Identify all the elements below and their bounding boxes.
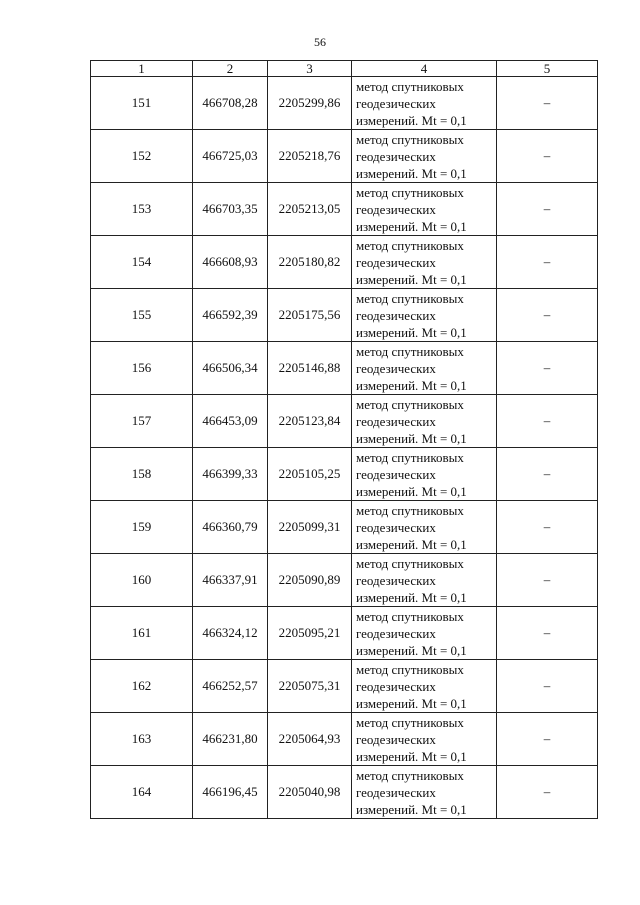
table-row: [91, 607, 598, 660]
dash-cell: –: [497, 501, 598, 554]
method-line: геодезических: [356, 307, 436, 323]
point-number-cell: 164: [91, 766, 193, 819]
table-row: [91, 395, 598, 448]
method-line: геодезических: [356, 731, 436, 747]
point-number-cell: 155: [91, 289, 193, 342]
dash-cell: –: [497, 660, 598, 713]
header-col-1: 1: [91, 61, 193, 77]
method-line: геодезических: [356, 254, 436, 270]
method-line: геодезических: [356, 360, 436, 376]
y-coordinate-cell: 2205075,31: [268, 660, 352, 713]
dash-cell: –: [497, 183, 598, 236]
method-cell: [352, 236, 497, 289]
method-line: метод спутниковых: [356, 290, 464, 306]
method-cell: [352, 448, 497, 501]
table-header-row: [91, 61, 598, 77]
dash-cell: –: [497, 554, 598, 607]
method-line: измерений. Mt = 0,1: [356, 536, 467, 552]
table-row: [91, 660, 598, 713]
table-row: [91, 448, 598, 501]
x-coordinate-cell: 466708,28: [193, 77, 268, 130]
method-cell: [352, 130, 497, 183]
coordinates-table: [90, 60, 598, 819]
x-coordinate-cell: 466608,93: [193, 236, 268, 289]
table-body: [91, 77, 598, 819]
y-coordinate-cell: 2205175,56: [268, 289, 352, 342]
method-line: метод спутниковых: [356, 237, 464, 253]
header-col-4: 4: [352, 61, 497, 77]
header-col-5: 5: [497, 61, 598, 77]
method-line: измерений. Mt = 0,1: [356, 112, 467, 128]
y-coordinate-cell: 2205090,89: [268, 554, 352, 607]
x-coordinate-cell: 466252,57: [193, 660, 268, 713]
method-line: измерений. Mt = 0,1: [356, 642, 467, 658]
method-cell: [352, 289, 497, 342]
header-col-3: 3: [268, 61, 352, 77]
y-coordinate-cell: 2205064,93: [268, 713, 352, 766]
method-line: измерений. Mt = 0,1: [356, 165, 467, 181]
method-line: метод спутниковых: [356, 661, 464, 677]
method-line: геодезических: [356, 201, 436, 217]
method-line: метод спутниковых: [356, 608, 464, 624]
method-line: геодезических: [356, 572, 436, 588]
y-coordinate-cell: 2205095,21: [268, 607, 352, 660]
method-cell: [352, 607, 497, 660]
y-coordinate-cell: 2205146,88: [268, 342, 352, 395]
method-cell: [352, 77, 497, 130]
method-cell: [352, 501, 497, 554]
method-line: измерений. Mt = 0,1: [356, 218, 467, 234]
y-coordinate-cell: 2205105,25: [268, 448, 352, 501]
table-row: [91, 766, 598, 819]
point-number-cell: 160: [91, 554, 193, 607]
x-coordinate-cell: 466399,33: [193, 448, 268, 501]
method-line: метод спутниковых: [356, 767, 464, 783]
dash-cell: –: [497, 130, 598, 183]
point-number-cell: 153: [91, 183, 193, 236]
dash-cell: –: [497, 395, 598, 448]
y-coordinate-cell: 2205180,82: [268, 236, 352, 289]
method-line: измерений. Mt = 0,1: [356, 483, 467, 499]
y-coordinate-cell: 2205218,76: [268, 130, 352, 183]
x-coordinate-cell: 466231,80: [193, 713, 268, 766]
method-line: метод спутниковых: [356, 502, 464, 518]
method-line: измерений. Mt = 0,1: [356, 324, 467, 340]
method-line: метод спутниковых: [356, 184, 464, 200]
x-coordinate-cell: 466506,34: [193, 342, 268, 395]
method-line: измерений. Mt = 0,1: [356, 430, 467, 446]
dash-cell: –: [497, 289, 598, 342]
table-row: [91, 183, 598, 236]
method-line: геодезических: [356, 519, 436, 535]
y-coordinate-cell: 2205040,98: [268, 766, 352, 819]
point-number-cell: 162: [91, 660, 193, 713]
x-coordinate-cell: 466703,35: [193, 183, 268, 236]
method-cell: [352, 713, 497, 766]
y-coordinate-cell: 2205213,05: [268, 183, 352, 236]
dash-cell: –: [497, 713, 598, 766]
dash-cell: –: [497, 766, 598, 819]
table-row: [91, 554, 598, 607]
x-coordinate-cell: 466196,45: [193, 766, 268, 819]
method-line: измерений. Mt = 0,1: [356, 271, 467, 287]
method-line: геодезических: [356, 784, 436, 800]
method-cell: [352, 342, 497, 395]
table-row: [91, 289, 598, 342]
table-row: [91, 77, 598, 130]
method-cell: [352, 395, 497, 448]
table-row: [91, 713, 598, 766]
method-cell: [352, 183, 497, 236]
y-coordinate-cell: 2205099,31: [268, 501, 352, 554]
method-line: метод спутниковых: [356, 449, 464, 465]
point-number-cell: 151: [91, 77, 193, 130]
method-line: метод спутниковых: [356, 555, 464, 571]
method-line: геодезических: [356, 413, 436, 429]
method-line: измерений. Mt = 0,1: [356, 801, 467, 817]
method-line: геодезических: [356, 625, 436, 641]
dash-cell: –: [497, 77, 598, 130]
method-cell: [352, 554, 497, 607]
point-number-cell: 161: [91, 607, 193, 660]
y-coordinate-cell: 2205299,86: [268, 77, 352, 130]
point-number-cell: 157: [91, 395, 193, 448]
method-line: геодезических: [356, 678, 436, 694]
point-number-cell: 154: [91, 236, 193, 289]
dash-cell: –: [497, 236, 598, 289]
x-coordinate-cell: 466453,09: [193, 395, 268, 448]
method-line: метод спутниковых: [356, 131, 464, 147]
dash-cell: –: [497, 448, 598, 501]
point-number-cell: 152: [91, 130, 193, 183]
y-coordinate-cell: 2205123,84: [268, 395, 352, 448]
method-line: измерений. Mt = 0,1: [356, 695, 467, 711]
method-line: геодезических: [356, 148, 436, 164]
x-coordinate-cell: 466324,12: [193, 607, 268, 660]
x-coordinate-cell: 466725,03: [193, 130, 268, 183]
dash-cell: –: [497, 607, 598, 660]
method-cell: [352, 660, 497, 713]
table-row: [91, 501, 598, 554]
x-coordinate-cell: 466360,79: [193, 501, 268, 554]
page-number: 56: [314, 35, 326, 49]
header-col-2: 2: [193, 61, 268, 77]
x-coordinate-cell: 466592,39: [193, 289, 268, 342]
method-line: геодезических: [356, 466, 436, 482]
method-line: метод спутниковых: [356, 396, 464, 412]
table-row: [91, 130, 598, 183]
method-line: геодезических: [356, 95, 436, 111]
x-coordinate-cell: 466337,91: [193, 554, 268, 607]
method-line: измерений. Mt = 0,1: [356, 748, 467, 764]
point-number-cell: 159: [91, 501, 193, 554]
method-cell: [352, 766, 497, 819]
method-line: метод спутниковых: [356, 714, 464, 730]
point-number-cell: 163: [91, 713, 193, 766]
table-row: [91, 236, 598, 289]
dash-cell: –: [497, 342, 598, 395]
point-number-cell: 156: [91, 342, 193, 395]
method-line: измерений. Mt = 0,1: [356, 377, 467, 393]
method-line: измерений. Mt = 0,1: [356, 589, 467, 605]
method-line: метод спутниковых: [356, 343, 464, 359]
point-number-cell: 158: [91, 448, 193, 501]
table-row: [91, 342, 598, 395]
method-line: метод спутниковых: [356, 78, 464, 94]
